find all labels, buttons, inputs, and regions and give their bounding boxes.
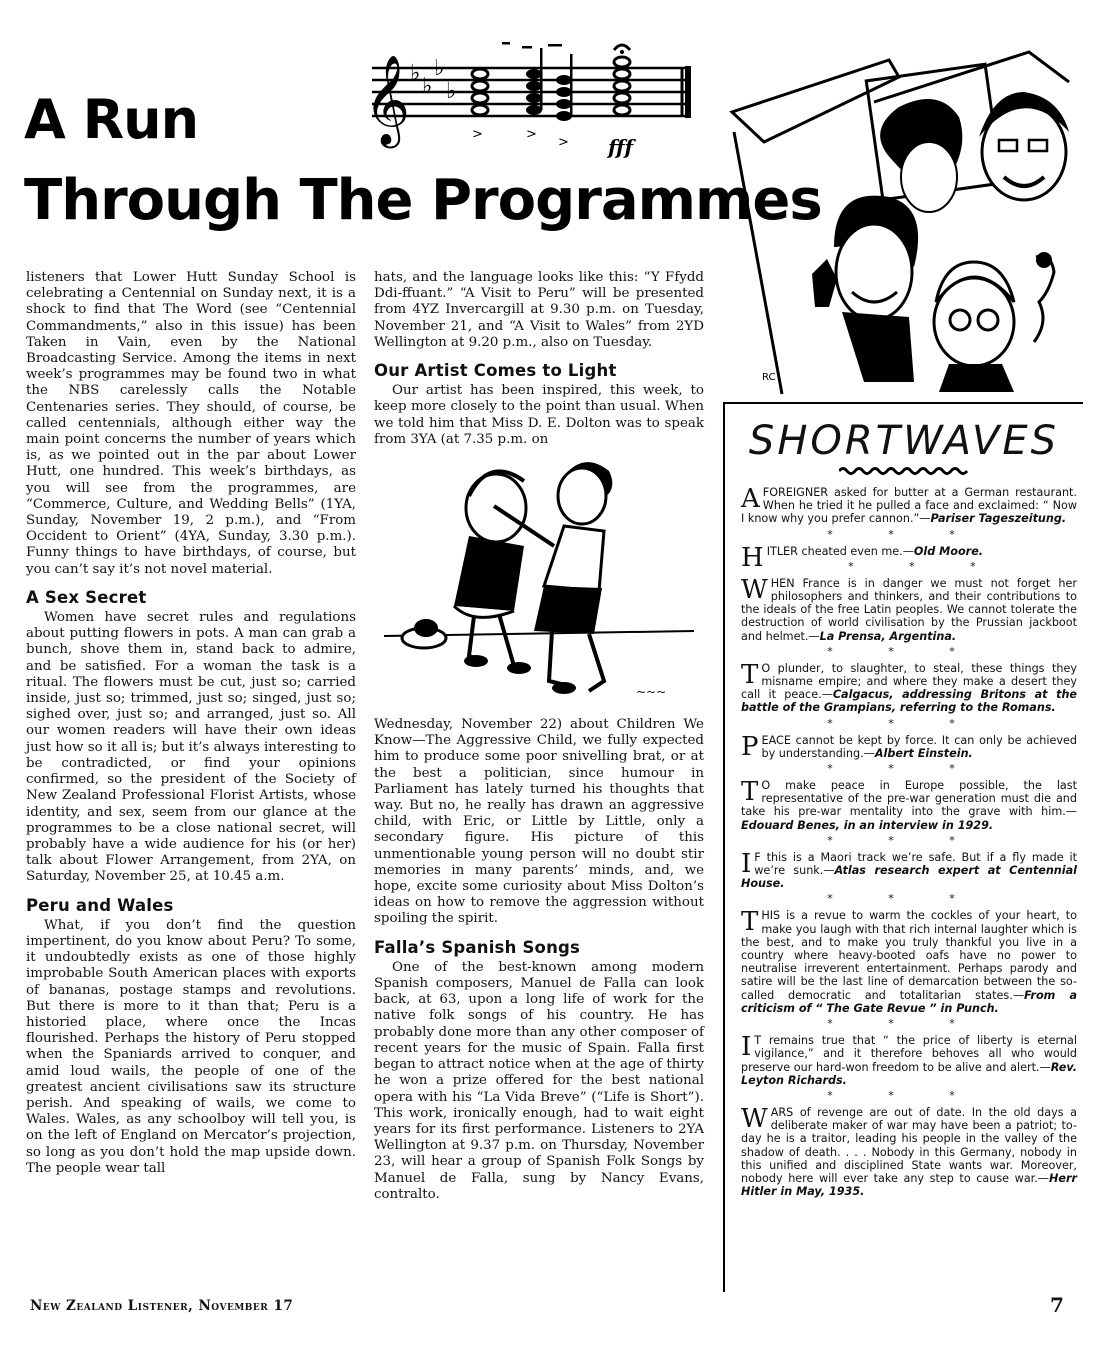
drop-initial: P: [741, 731, 759, 762]
cartoonist-signature: ~~~: [636, 685, 667, 700]
falla-paragraph: One of the best-known among modern Spanish composers, Manuel de Falla can look back, at 63, upon a long life of work for the native folk songs of his country. He has probably done more than any other composer of recent years for the music of Spain. Falla first began to attract notice when at the age of thirty he won a prize offered for the best national opera with his “La Vida Breve” (“Life is Short”). This work, ironically enough, had to wait eight years for its first performance. Listeners to 2YA Wellington at 9.37 p.m. on Thursday, November 23, will hear a group of Spanish Folk Songs by Manuel de Falla, sung by Nancy Evans, contralto.: [374, 959, 704, 1202]
drop-initial: H: [741, 542, 764, 573]
caricature-illustration: [724, 42, 1094, 397]
star-separator: * * *: [848, 559, 1002, 573]
shortwaves-list: [725, 486, 1083, 1198]
drop-initial: A: [741, 484, 760, 514]
quote-attribution: Pariser Tageszeitung.: [930, 512, 1067, 526]
drop-initial: W: [741, 574, 768, 605]
treble-clef-icon: 𝄞: [364, 55, 411, 145]
music-staff-illustration: [352, 38, 697, 158]
quote-text: T remains true that “ the price of liberty is eternal vigilance,” and it therefore behoves all who would preserve our hard-won freedom to be alive and alert.—: [741, 1034, 1077, 1074]
shortwave-quote: [741, 574, 1077, 643]
shortwave-quote: [741, 848, 1077, 891]
accent-mark-1: >: [472, 127, 483, 142]
shortwave-quote: [741, 731, 1077, 762]
artist-initials: RC: [762, 372, 776, 383]
wales-continued-paragraph: hats, and the language looks like this: “Y Ffydd Ddi-ffuant.” “A Visit to Peru” will be presented from 4YZ Invercargill at 9.30 p.m. on Tuesday, November 21, and “A Visit to Wales” from 2YD Wellington at 9.20 p.m., also on Tuesday.: [374, 270, 704, 350]
star-separator: * * *: [827, 1017, 981, 1031]
star-separator: * * *: [827, 892, 981, 906]
quote-attribution: Atlas research expert at Centennial House.: [741, 864, 1077, 891]
peru-wales-paragraph: What, if you don’t find the question impertinent, do you know about Peru? To some, it undoubtedly exists as one of those highly improbable South American places with exports of bananas, postage stamps and revolutions. But there is more to it than that; Peru is a historied place, where once the Incas flourished. Perhaps the history of Peru stopped when the Spaniards arrived to conquer, and amid loud wails, the people of one of the greatest ancient civilisations saw its structure perish. And speaking of wails, we come to Wales. Wales, as any schoolboy will tell you, is on the left of England on Mercator’s projection, so long as you don’t hold the map upside down. The people wear tall: [26, 917, 356, 1176]
shortwaves-title: SHORTWAVES: [748, 418, 1060, 464]
quote-attribution: Old Moore.: [913, 544, 984, 558]
drop-initial: W: [741, 1103, 768, 1134]
star-separator: * * *: [827, 833, 981, 847]
svg-text:♭: ♭: [410, 61, 421, 86]
falla-heading: Falla’s Spanish Songs: [374, 937, 581, 957]
svg-text:♭: ♭: [434, 56, 445, 81]
quote-text: O plunder, to slaughter, to steal, these things they misname empire; and where they make a desert they call it peace.—: [741, 661, 1077, 702]
article-column-2: [374, 270, 704, 1203]
intro-paragraph: listeners that Lower Hutt Sunday School is celebrating a Centennial on Sunday next, it is a shock to find that The Word (see “Centennial Commandments,” also in this issue) has been Taken in Vain, even by the National Broadcasting Service. Among the items in next week’s programmes may be found two in what the NBS carelessly calls the Notable Centenaries series. They should, of course, be called centennials, although either way the main point concerns the number of years which is, as we pointed out in the par about Lower Hutt, one hundred. This week’s birthdays, as you will see from the programmes, are “Commerce, Culture, and Wedding Bells” (1YA, Sunday, November 19, 2 p.m.), and “From Occident to Orient” (4YA, Sunday, 3.30 p.m.). Funny things to have birthdays, of course, but you can’t say it’s not novel material.: [26, 270, 356, 577]
page-number: 7: [1050, 1293, 1064, 1317]
drop-initial: I: [741, 1032, 752, 1063]
fortississimo-mark: fff: [608, 135, 634, 158]
quote-text: ARS of revenge are out of date. In the old days a deliberate maker of war may have been a patriot; to-day he is a traitor, leading his people in the valley of the shadow of death. . . . Nobody in this Germany, nobody in this unified and disciplined State wants war. Moreover, nobody here will ever take any step to cause war.—: [741, 1105, 1077, 1185]
shortwave-quote: [741, 659, 1077, 715]
peru-wales-heading: Peru and Wales: [26, 895, 174, 915]
drop-initial: T: [741, 777, 759, 808]
shortwaves-box: [723, 402, 1083, 1292]
shortwave-quote: [741, 779, 1077, 832]
drop-initial: T: [741, 907, 759, 938]
shortwave-quote: [741, 1034, 1077, 1087]
quote-text: EACE cannot be kept by force. It can only be achieved by understanding.—: [761, 733, 1077, 760]
our-artist-paragraph-2: Wednesday, November 22) about Children We Know—The Aggressive Child, we fully expected him to produce some poor snivelling brat, or at the best a politician, since humour in Parliament has lately turned his thoughts that way. But no, he really has drawn an aggressive child, with Eric, or Little by Little, only a secondary figure. His picture of this unmentionable young person will no doubt stir memories in many parents’ minds, and, we hope, excite some curiosity about Miss Dolton’s ideas on how to remove the aggression without spoiling the spirit.: [374, 717, 704, 927]
star-separator: * * *: [827, 644, 981, 658]
article-column-1: [26, 270, 356, 1177]
drop-initial: I: [741, 848, 752, 879]
svg-text:♭: ♭: [446, 79, 457, 104]
quote-attribution: Rev. Leyton Richards.: [741, 1060, 1077, 1087]
star-separator: * * *: [827, 1088, 981, 1102]
footer-publication: New Zealand Listener, November 17: [30, 1298, 294, 1314]
star-separator: * * *: [827, 762, 981, 776]
quote-text: ITLER cheated even me.—: [766, 544, 914, 558]
sex-secret-heading: A Sex Secret: [26, 587, 147, 607]
shortwave-quote: [741, 486, 1077, 526]
quote-text: F this is a Maori track we’re safe. But if a fly made it we’re sunk.—: [754, 850, 1077, 878]
quote-text: HEN France is in danger we must not forget her philosophers and thinkers, and their contributions to the ideals of the free Latin peoples. We cannot tolerate the destruction of world civilisation by the Prussian jackboot and helmet.—: [741, 576, 1077, 643]
quote-attribution: Herr Hitler in May, 1935.: [741, 1171, 1077, 1199]
our-artist-paragraph-1: Our artist has been inspired, this week, to keep more closely to the point than usual. When we told him that Miss D. E. Dolton was to speak from 3YA (at 7.35 p.m. on: [374, 383, 704, 447]
star-separator: * * *: [827, 716, 981, 730]
shortwave-quote: [741, 542, 1077, 573]
drop-initial: T: [741, 659, 759, 690]
quote-attribution: Albert Einstein.: [874, 746, 973, 760]
quote-attribution: From a criticism of “ The Gate Revue ” in Punch.: [741, 988, 1077, 1015]
wavy-rule-icon: [839, 466, 969, 476]
shortwave-quote: [741, 1103, 1077, 1199]
quote-text: O make peace in Europe possible, the last representative of the pre-war generation must die and take his pre-war mentality into the grave with him.—: [741, 779, 1077, 819]
svg-text:♭: ♭: [422, 74, 433, 99]
aggressive-child-cartoon: [374, 456, 704, 711]
headline-line-1: A Run: [24, 88, 199, 151]
accent-mark-2: >: [526, 127, 537, 142]
quote-text: FOREIGNER asked for butter at a German restaurant. When he tried it he pulled a face and exclaimed: “ Now I know why you prefer cannon.”—: [741, 486, 1077, 526]
quote-text: HIS is a revue to warm the cockles of your heart, to make you laugh with that rich internal laughter which is the best, and to make you truly thankful you live in a country where heavy-booted oafs have no power to neutralise irreverent entertainment. Perhaps parody and satire will be the last line of demarcation between the so-called democratic and totalitarian states.—: [741, 909, 1077, 1002]
quote-attribution: Edouard Benes, in an interview in 1929.: [741, 818, 994, 832]
our-artist-heading: Our Artist Comes to Light: [374, 361, 617, 381]
headline-line-2: Through The Programmes: [24, 168, 822, 233]
accent-mark-3: >: [558, 135, 569, 150]
quote-attribution: La Prensa, Argentina.: [819, 629, 957, 643]
shortwave-quote: [741, 909, 1077, 1015]
sex-secret-paragraph: Women have secret rules and regulations about putting flowers in pots. A man can grab a bunch, shove them in, stand back to admire, and be satisfied. For a woman the task is a ritual. The flowers must be cut, just so; carried inside, just so; trimmed, just so; singed, just so; sighed over, just so; and arranged, just so. All our women readers will have their own ideas just how so it all is; but it’s always interesting to be contradicted, or find your opinions confirmed, so the president of the Society of New Zealand Professional Florist Artists, whose identity, and sex, seem from our glance at the programmes to be a close national secret, will probably have a wide audience for his (or her) talk about Flower Arrangement, from 2YA, on Saturday, November 25, at 10.45 a.m.: [26, 610, 356, 885]
star-separator: * * *: [827, 527, 981, 541]
quote-attribution: Calgacus, addressing Britons at the battle of the Grampians, referring to the Romans.: [741, 688, 1077, 715]
